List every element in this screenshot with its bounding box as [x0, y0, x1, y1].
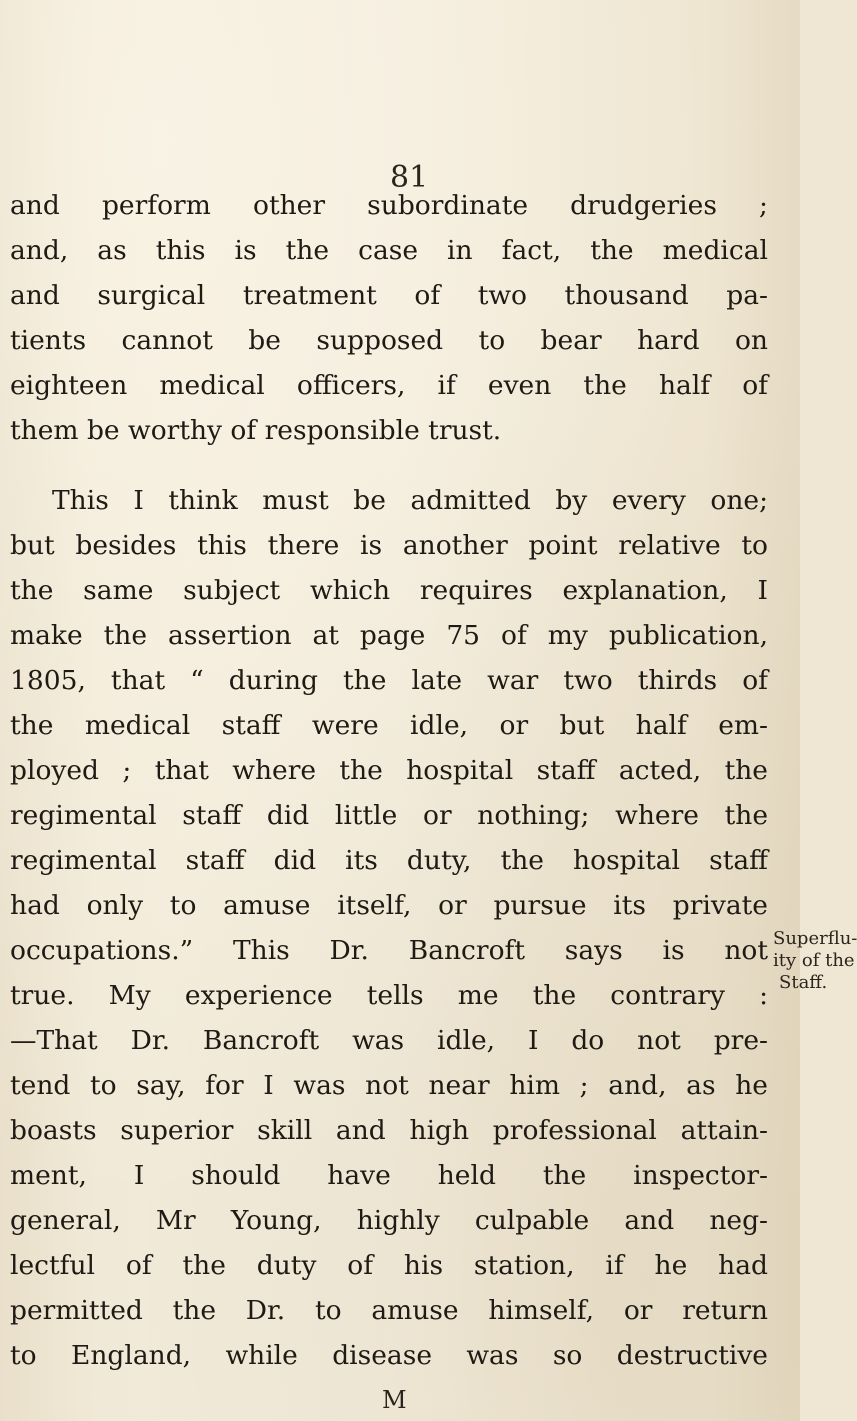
text-line: general, Mr Young, highly culpable and neg-: [10, 1205, 768, 1236]
text-line: true. My experience tells me the contrary :: [10, 980, 768, 1011]
text-line: and surgical treatment of two thousand pa-: [10, 280, 768, 311]
text-line: occupations.” This Dr. Bancroft says is not: [10, 935, 768, 966]
text-line: ployed ; that where the hospital staff acted, the: [10, 755, 768, 786]
text-line: and perform other subordinate drudgeries ;: [10, 190, 768, 221]
text-line: This I think must be admitted by every one;: [52, 485, 768, 516]
text-line: the same subject which requires explanation, I: [10, 575, 768, 606]
margin-note-line: ity of the: [773, 950, 855, 971]
text-line: boasts superior skill and high professional attain-: [10, 1115, 768, 1146]
text-line: them be worthy of responsible trust.: [10, 415, 502, 446]
text-line: regimental staff did its duty, the hospital staff: [10, 845, 768, 876]
text-line: tend to say, for I was not near him ; and, as he: [10, 1070, 768, 1101]
text-line: but besides this there is another point relative to: [10, 530, 768, 561]
margin-note-line: Superflu-: [773, 928, 857, 949]
text-line: had only to amuse itself, or pursue its private: [10, 890, 768, 921]
page-number: 81: [390, 160, 429, 195]
text-line: make the assertion at page 75 of my publication,: [10, 620, 768, 651]
margin-note-line: Staff.: [779, 972, 828, 993]
text-line: 1805, that “ during the late war two thirds of: [10, 665, 768, 696]
text-line: ment, I should have held the inspector-: [10, 1160, 768, 1191]
text-line: —That Dr. Bancroft was idle, I do not pre-: [10, 1025, 768, 1056]
text-line: regimental staff did little or nothing; where the: [10, 800, 768, 831]
text-line: and, as this is the case in fact, the medical: [10, 235, 768, 266]
text-line: the medical staff were idle, or but half em-: [10, 710, 768, 741]
text-line: eighteen medical officers, if even the half of: [10, 370, 768, 401]
text-line: permitted the Dr. to amuse himself, or return: [10, 1295, 768, 1326]
text-line: to England, while disease was so destructive: [10, 1340, 768, 1371]
signature-mark: M: [382, 1386, 407, 1414]
text-line: tients cannot be supposed to bear hard on: [10, 325, 768, 356]
text-line: lectful of the duty of his station, if he had: [10, 1250, 768, 1281]
